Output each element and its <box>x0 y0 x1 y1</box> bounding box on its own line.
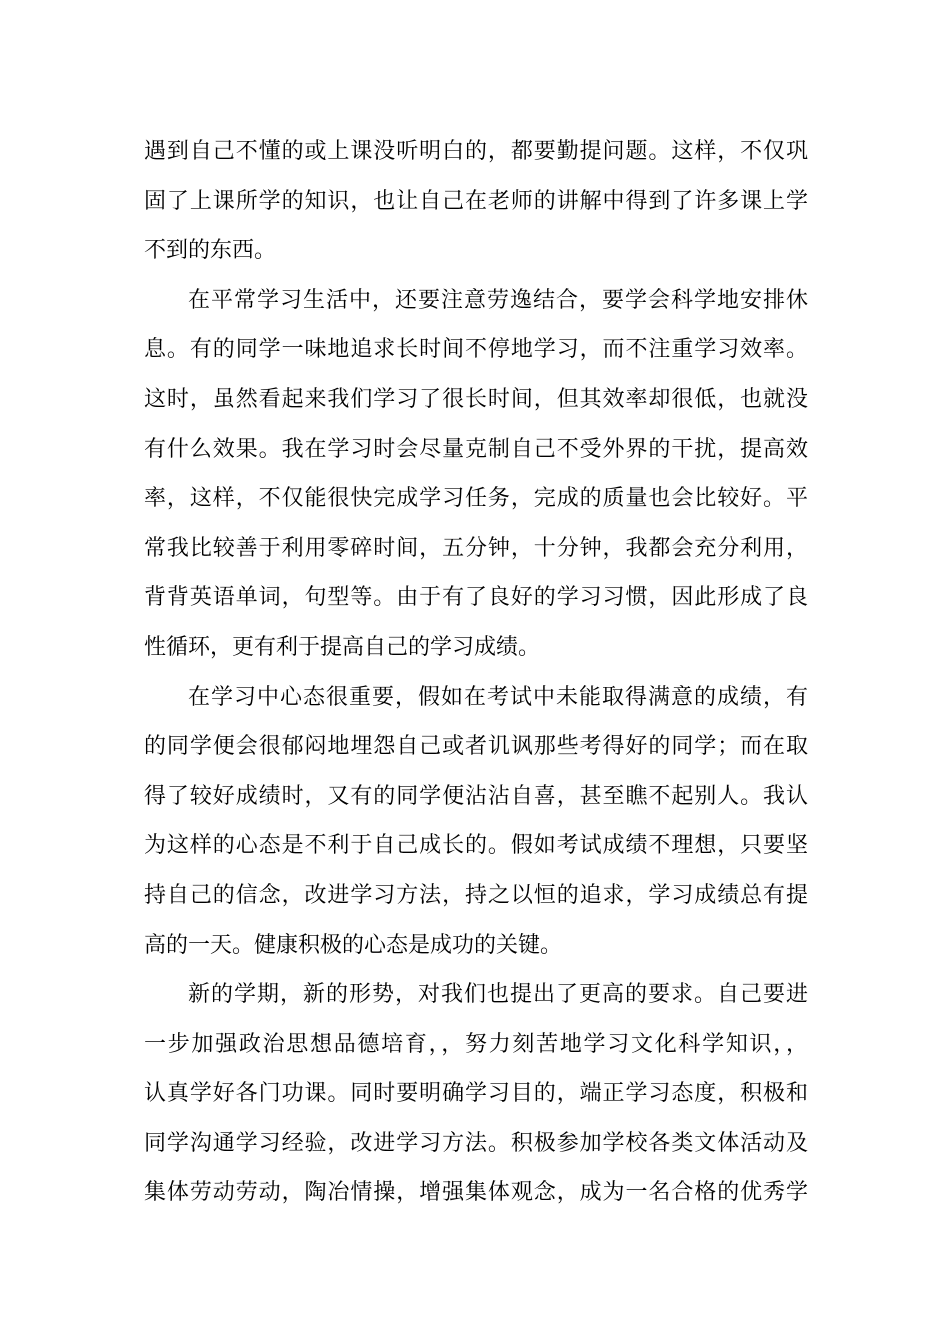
text-line: 有什么效果。我在学习时会尽量克制自己不受外界的干扰，提高效 <box>144 436 808 462</box>
text-line: 遇到自己不懂的或上课没听明白的，都要勤提问题。这样，不仅巩 <box>144 139 808 164</box>
paragraph-3 <box>144 673 808 971</box>
text-line: 新的学期，新的形势，对我们也提出了更高的要求。自己要进 <box>188 982 808 1008</box>
text-line: 率，这样，不仅能很快完成学习任务，完成的质量也会比较好。平 <box>144 486 808 512</box>
document-body <box>144 127 808 1218</box>
text-line: 在学习中心态很重要，假如在考试中未能取得满意的成绩，有 <box>188 684 808 710</box>
paragraph-2 <box>144 276 808 673</box>
text-line: 息。有的同学一味地追求长时间不停地学习，而不注重学习效率。 <box>144 337 808 363</box>
text-line: 的同学便会很郁闷地埋怨自己或者讥讽那些考得好的同学；而在取 <box>144 734 808 760</box>
text-line: 固了上课所学的知识，也让自己在老师的讲解中得到了许多课上学 <box>144 188 808 214</box>
text-line: 持自己的信念，改进学习方法，持之以恒的追求，学习成绩总有提 <box>144 882 808 908</box>
text-line: 得了较好成绩时，又有的同学便沾沾自喜，甚至瞧不起别人。我认 <box>144 783 808 809</box>
text-line: 性循环，更有利于提高自己的学习成绩。 <box>144 634 541 660</box>
text-line: 同学沟通学习经验，改进学习方法。积极参加学校各类文体活动及 <box>144 1130 808 1156</box>
text-line: 认真学好各门功课。同时要明确学习目的，端正学习态度，积极和 <box>144 1081 808 1107</box>
text-line: 为这样的心态是不利于自己成长的。假如考试成绩不理想，只要坚 <box>144 833 808 859</box>
paragraph-1 <box>144 127 808 276</box>
text-line: 背背英语单词，句型等。由于有了良好的学习习惯，因此形成了良 <box>144 585 808 611</box>
text-line: 高的一天。健康积极的心态是成功的关键。 <box>144 932 563 958</box>
text-line: 常我比较善于利用零碎时间，五分钟，十分钟，我都会充分利用， <box>144 535 808 561</box>
text-line: 一步加强政治思想品德培育，，努力刻苦地学习文化科学知识，， <box>144 1031 808 1057</box>
paragraph-4 <box>144 970 808 1218</box>
text-line: 这时，虽然看起来我们学习了很长时间，但其效率却很低，也就没 <box>144 386 808 412</box>
text-line: 集体劳动劳动，陶冶情操，增强集体观念，成为一名合格的优秀学 <box>144 1180 808 1206</box>
text-line: 不到的东西。 <box>144 238 277 264</box>
text-line: 在平常学习生活中，还要注意劳逸结合，要学会科学地安排休 <box>188 287 808 313</box>
